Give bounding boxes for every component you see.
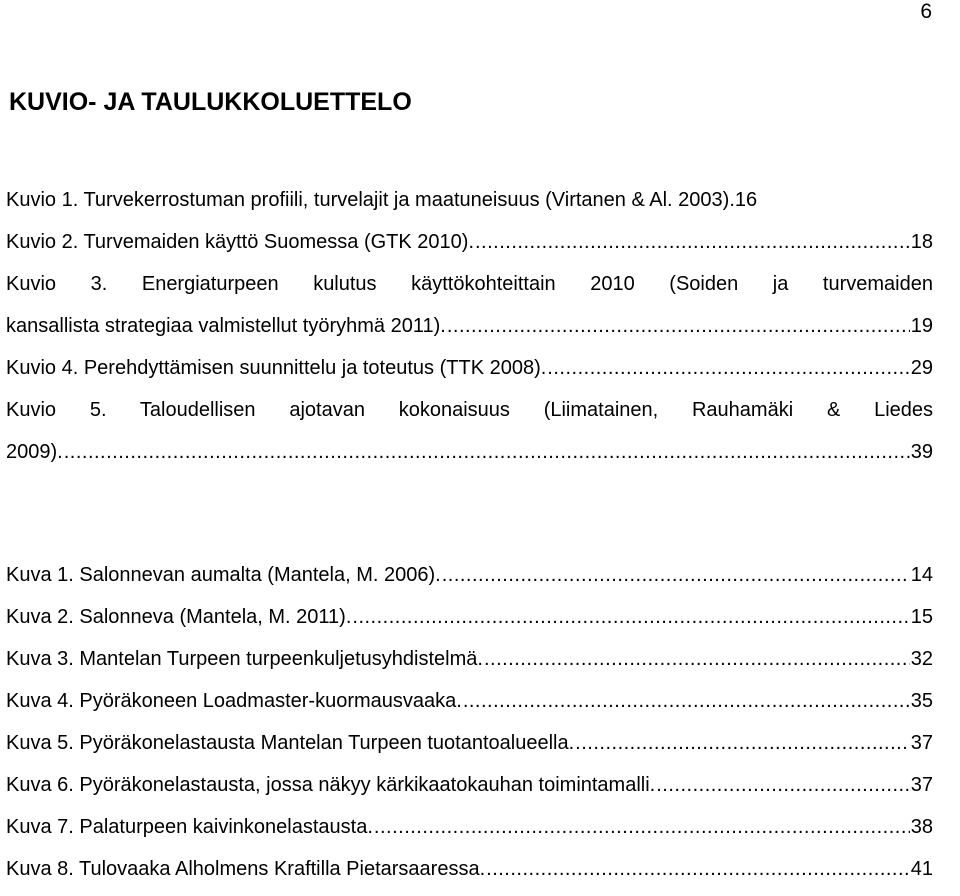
toc-entry-text: Kuvio 3. Energiaturpeen kulutus käyttökohteittain 2010 (Soiden ja turvemaiden (6, 273, 933, 295)
toc-entry-figure-4[interactable] (6, 353, 933, 395)
image-list (6, 560, 933, 896)
toc-entry-text: Kuva 3. Mantelan Turpeen turpeenkuljetusyhdistelmä. (6, 648, 483, 670)
dot-leader (374, 812, 910, 842)
dot-leader (447, 311, 910, 341)
toc-entry-text: Kuvio 2. Turvemaiden käyttö Suomessa (GTK 2010). (6, 231, 474, 253)
dot-leader (463, 686, 910, 716)
toc-entry-page: 32 (910, 648, 933, 670)
toc-entry-image-3[interactable] (6, 644, 933, 686)
page-title: KUVIO- JA TAULUKKOLUETTELO (9, 88, 412, 116)
toc-entry-text: Kuvio 1. Turvekerrostuman profiili, turvelajit ja maatuneisuus (Virtanen & Al. 2003). (6, 189, 735, 211)
dot-leader (547, 353, 909, 383)
toc-entry-image-8[interactable] (6, 854, 933, 896)
toc-entry-text: Kuvio 5. Taloudellisen ajotavan kokonaisuus (Liimatainen, Rauhamäki & Liedes (6, 399, 933, 421)
toc-entry-page: 19 (910, 315, 933, 337)
toc-entry-image-5[interactable] (6, 728, 933, 770)
toc-entry-page: 14 (910, 564, 933, 586)
toc-entry-text: Kuva 1. Salonnevan aumalta (Mantela, M. 2006). (6, 564, 441, 586)
toc-entry-figure-5[interactable] (6, 395, 933, 479)
dot-leader (656, 770, 910, 800)
toc-entry-page: 35 (910, 690, 933, 712)
dot-leader (352, 602, 909, 632)
dot-leader (575, 728, 910, 758)
toc-entry-text: Kuva 4. Pyöräkoneen Loadmaster-kuormausvaaka. (6, 690, 462, 712)
figure-list (6, 185, 933, 479)
toc-entry-image-2[interactable] (6, 602, 933, 644)
toc-entry-page: 29 (910, 357, 933, 379)
toc-entry-figure-3[interactable] (6, 269, 933, 353)
dot-leader (484, 644, 910, 674)
toc-entry-figure-1[interactable] (6, 185, 933, 227)
toc-entry-image-7[interactable] (6, 812, 933, 854)
dot-leader (486, 854, 910, 884)
toc-entry-page: 41 (910, 858, 933, 880)
toc-entry-text: Kuva 8. Tulovaaka Alholmens Kraftilla Pietarsaaressa. (6, 858, 486, 880)
toc-entry-text: Kuva 2. Salonneva (Mantela, M. 2011). (6, 606, 352, 628)
toc-entry-image-4[interactable] (6, 686, 933, 728)
toc-entry-figure-2[interactable] (6, 227, 933, 269)
toc-entry-page: 37 (910, 774, 933, 796)
dot-leader (475, 227, 910, 257)
toc-entry-page: 39 (910, 441, 933, 463)
toc-entry-page: 16 (734, 189, 758, 211)
toc-entry-text-cont: 2009). (6, 441, 63, 463)
toc-entry-image-1[interactable] (6, 560, 933, 602)
toc-entry-text-cont: kansallista strategiaa valmistellut työryhmä 2011). (6, 315, 446, 337)
dot-leader (442, 560, 910, 590)
page-number: 6 (920, 0, 932, 23)
toc-entry-text: Kuvio 4. Perehdyttämisen suunnittelu ja toteutus (TTK 2008). (6, 357, 547, 379)
dot-leader (64, 437, 910, 467)
toc-entry-page: 38 (910, 816, 933, 838)
toc-entry-page: 18 (910, 231, 933, 253)
toc-entry-text: Kuva 7. Palaturpeen kaivinkonelastausta. (6, 816, 373, 838)
toc-entry-image-6[interactable] (6, 770, 933, 812)
toc-entry-text: Kuva 6. Pyöräkonelastausta, jossa näkyy kärkikaatokauhan toimintamalli. (6, 774, 656, 796)
toc-entry-text: Kuva 5. Pyöräkonelastausta Mantelan Turpeen tuotantoalueella. (6, 732, 575, 754)
toc-entry-page: 15 (910, 606, 933, 628)
toc-entry-page: 37 (910, 732, 933, 754)
